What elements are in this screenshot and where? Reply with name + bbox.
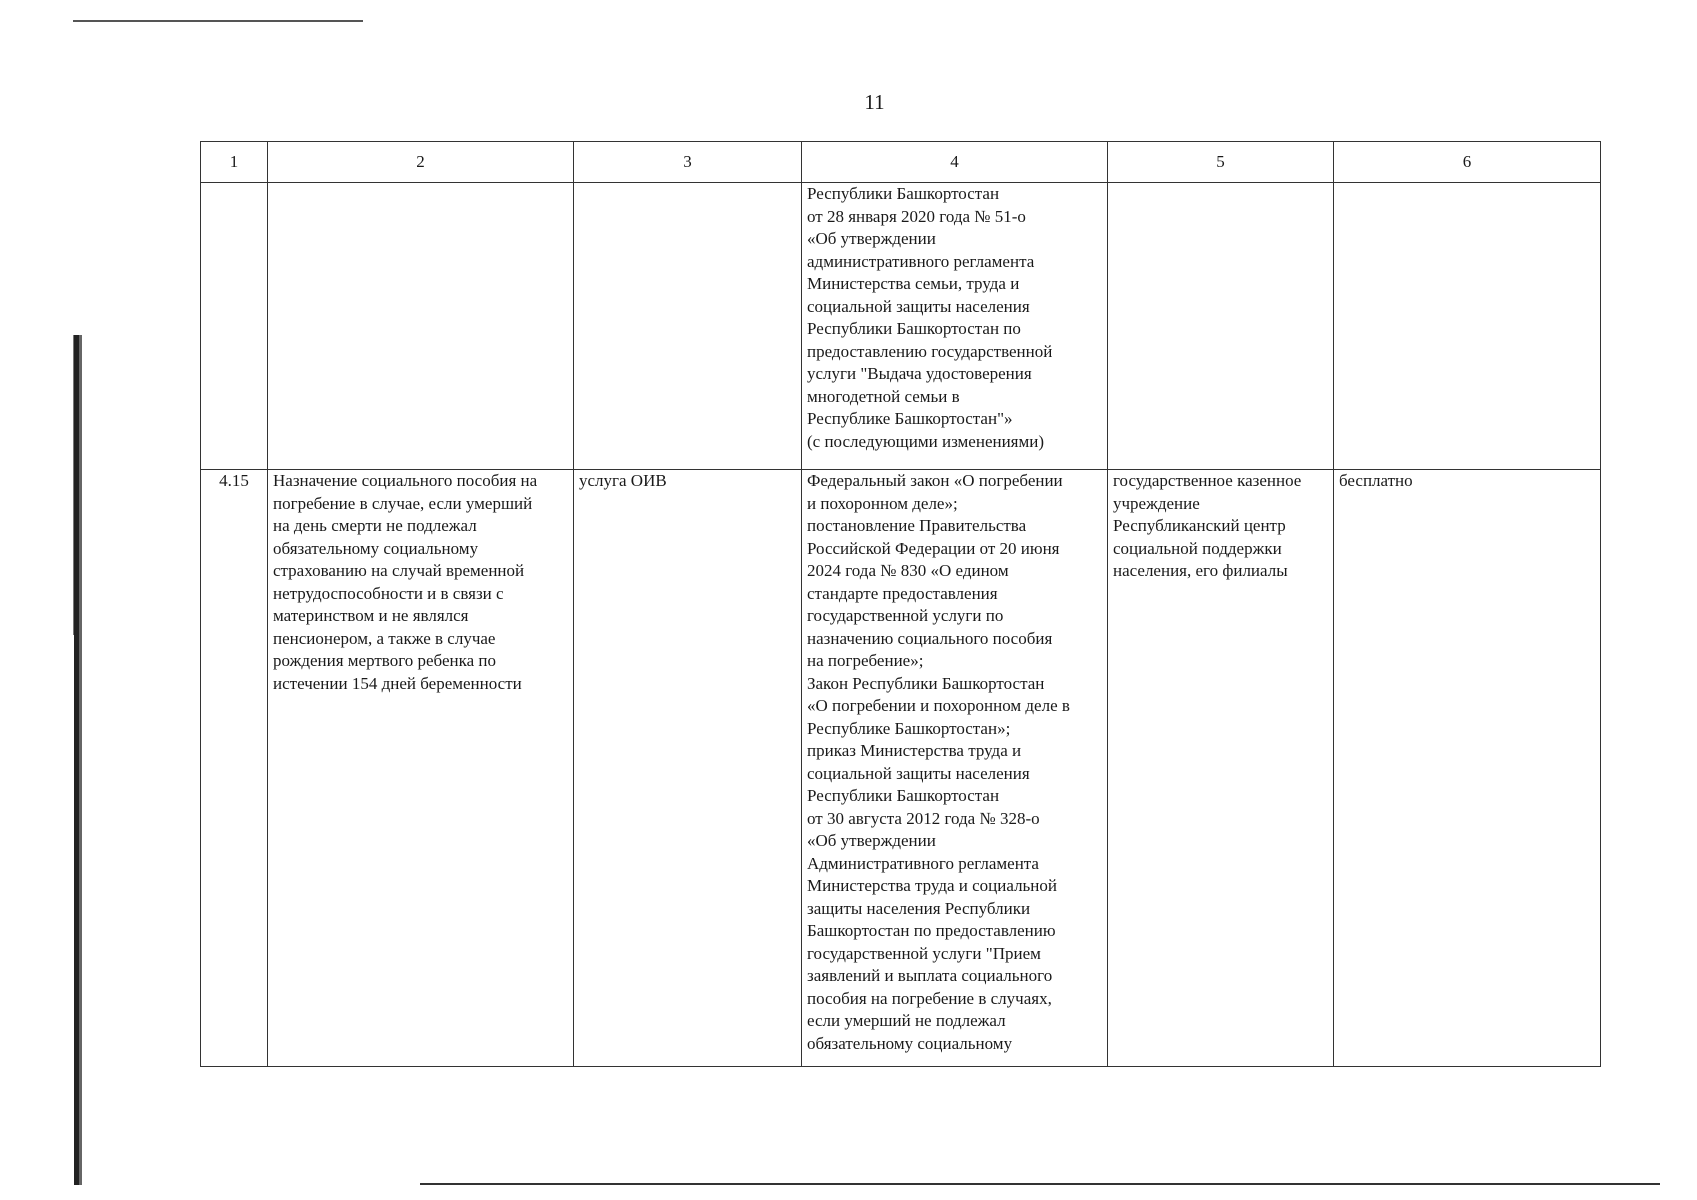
header-col-3: 3 [574,142,802,183]
text-line: «Об утверждении [807,229,936,248]
text-line: государственной услуги по [807,606,1004,625]
text-line: Республиканский центр [1113,516,1286,535]
text-line: приказ Министерства труда и [807,741,1022,760]
text-line: Республике Башкортостан"» [807,409,1013,428]
text-line: «О погребении и похоронном деле в [807,696,1070,715]
text-line: Республике Башкортостан»; [807,718,1011,738]
text-line: 2024 года № 830 «О едином [807,561,1009,580]
text-line: Закон Республики Башкортостан [807,673,1045,693]
text-line: (с последующими изменениями) [807,431,1045,451]
text-line: Министерства семьи, труда и [807,274,1020,293]
cell-row-number: 4.15 [201,470,268,1067]
text-line: многодетной семьи в [807,386,960,406]
cell-continued-col-4 [802,183,1108,470]
text-line: заявлений и выплата социального [807,966,1053,985]
text-line: государственное казенное [1113,471,1302,490]
text-line: Республики Башкортостан [807,184,1000,203]
text-line: социальной поддержки [1113,538,1282,558]
cell-continued-col-1 [201,183,268,470]
text-line: нетрудоспособности и в связи с [273,583,504,603]
text-line: обязательному социальному [807,1033,1013,1053]
text-line: Республики Башкортостан по [807,319,1021,338]
header-col-6: 6 [1334,142,1601,183]
header-col-2: 2 [268,142,574,183]
text-line: Федеральный закон «О погребении [807,471,1063,490]
text-line: страхованию на случай временной [273,561,525,580]
cell-provider [1108,470,1334,1067]
text-line: Российской Федерации от 20 июня [807,538,1060,558]
text-line: Административного регламента [807,853,1039,873]
text-line: услуги "Выдача удостоверения [807,364,1032,383]
header-col-1: 1 [201,142,268,183]
text-line: социальной защиты населения [807,296,1030,316]
text-line: на погребение»; [807,651,924,670]
text-line: и похоронном деле»; [807,493,958,513]
text-line: постановление Правительства [807,516,1027,535]
header-col-5: 5 [1108,142,1334,183]
text-line: учреждение [1113,493,1200,513]
cell-service-type: услуга ОИВ [574,470,802,1067]
text-line: если умерший не подлежал [807,1011,1006,1030]
text-line: предоставлению государственной [807,341,1053,361]
text-line: Республики Башкортостан [807,786,1000,805]
text-line: погребение в случае, если умерший [273,493,533,513]
services-table [200,141,1601,1067]
text-line: истечении 154 дней беременности [273,673,522,693]
text-line: «Об утверждении [807,831,936,850]
page-number: 11 [864,90,885,114]
table-row-4-15 [201,470,1601,1067]
text-line: стандарте предоставления [807,583,998,603]
text-line: материнством и не являлся [273,606,469,625]
text-line: от 28 января 2020 года № 51-о [807,206,1026,226]
text-line: государственной услуги "Прием [807,943,1041,963]
scan-artifact-bottom-line [420,1183,1660,1185]
scan-artifact-top-line [73,20,363,22]
text-line: назначению социального пособия [807,628,1053,648]
text-line: населения, его филиалы [1113,561,1288,580]
text-line: рождения мертвого ребенка по [273,651,497,670]
cell-legal-basis [802,470,1108,1067]
text-line: социальной защиты населения [807,763,1030,783]
cell-continued-col-3 [574,183,802,470]
text-line: обязательному социальному [273,538,479,558]
cell-continued-col-2 [268,183,574,470]
cell-cost: бесплатно [1334,470,1601,1067]
table-row-continued [201,183,1601,470]
text-line: Назначение социального пособия на [273,471,538,490]
header-row [201,142,1601,183]
text-line: защиты населения Республики [807,898,1031,918]
text-line: административного регламента [807,251,1035,271]
text-line: Башкортостан по предоставлению [807,921,1056,940]
text-line: от 30 августа 2012 года № 328-о [807,808,1040,828]
header-col-4: 4 [802,142,1108,183]
text-line: пенсионером, а также в случае [273,628,496,648]
text-line: Министерства труда и социальной [807,876,1058,895]
cell-service-name [268,470,574,1067]
text-line: на день смерти не подлежал [273,516,477,535]
cell-continued-col-6 [1334,183,1601,470]
cell-continued-col-5 [1108,183,1334,470]
scan-artifact-left-bar [74,335,82,1185]
text-line: пособия на погребение в случаях, [807,988,1052,1008]
